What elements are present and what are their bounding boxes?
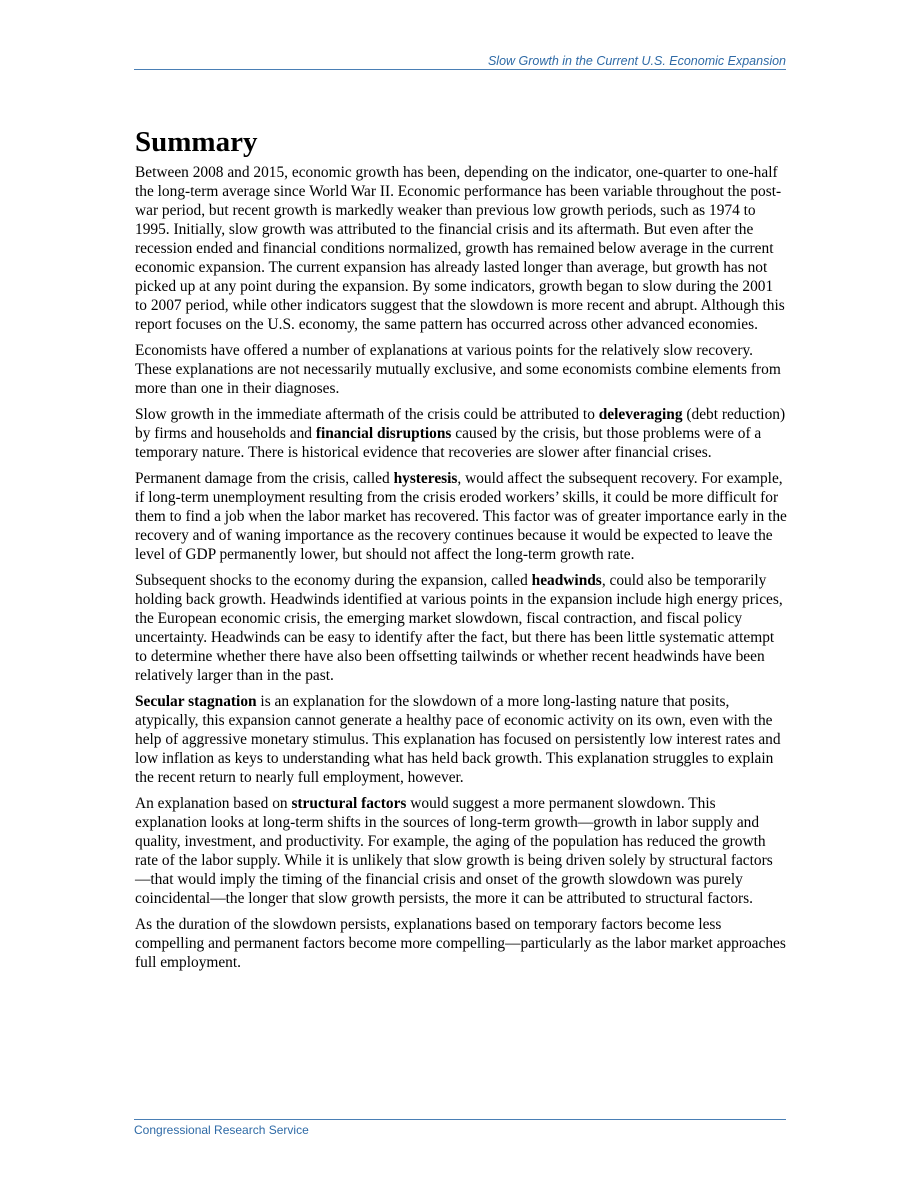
running-header [134,54,786,70]
paragraph-conclusion: As the duration of the slowdown persists, explanations based on temporary factors become less compelling and permanent factors become more compelling—particularly as the labor market approaches full employment. [135,916,786,971]
text-run: is an explanation for the slowdown of a more long-lasting nature that posits, atypically, this expansion cannot generate a healthy pace of economic activity on its own, even with the help of aggressive monetary stimulus. This explanation has focused on persistently low interest rates and low inflation as keys to understanding what has held back growth. This explanation struggles to explain the recent return to nearly full employment, however. [135,693,781,786]
text-run: caused by the crisis, but those problems were of a temporary nature. There is historical evidence that recoveries are slower after financial crises. [135,425,762,461]
term-secular-stagnation: Secular stagnation [135,693,257,710]
text-run: An explanation based on [135,795,292,812]
running-title: Slow Growth in the Current U.S. Economic Expansion [487,54,786,68]
term-hysteresis: hysteresis [393,470,458,487]
text-run: Slow growth in the immediate aftermath of the crisis could be attributed to [135,406,599,423]
term-structural-factors: structural factors [291,795,407,812]
paragraph-structural-factors [135,794,787,908]
text-run: (debt reduction) by firms and households and [135,406,786,442]
text-run: , could also be temporarily holding back growth. Headwinds identified at various points in the expansion include high energy prices, the European economic crisis, the emerging market slowdown, fiscal contraction, and fiscal policy uncertainty. Headwinds can be easy to identify after the fact, but there has been little systematic attempt to determine whether there have also been offsetting tailwinds or whether recent headwinds have been relatively larger than in the past. [135,572,783,684]
paragraph-secular-stagnation [135,692,787,787]
section-title: Summary [135,126,258,158]
paragraph-headwinds [135,571,787,685]
text-run: Subsequent shocks to the economy during the expansion, called [135,572,532,589]
term-financial-disruptions: financial disruptions [315,425,452,442]
footer-organization: Congressional Research Service [134,1123,309,1137]
term-deleveraging: deleveraging [598,406,683,423]
paragraph-hysteresis [135,469,787,564]
page-footer [134,1119,786,1138]
summary-section [135,124,787,979]
paragraph-intro: Between 2008 and 2015, economic growth has been, depending on the indicator, one-quarter to one-half the long-term average since World War II. Economic performance has been variable throughout the post-war period, but recent growth is markedly weaker than previous low growth periods, such as 1974 to 1995. Initially, slow growth was attributed to the financial crisis and its aftermath. But even after the recession ended and financial conditions normalized, growth has remained below average in the current economic expansion. The current expansion has already lasted longer than average, but growth has not picked up at any point during the expansion. By some indicators, growth began to slow during the 2001 to 2007 period, while other indicators suggest that the slowdown is more recent and abrupt. Although this report focuses on the U.S. economy, the same pattern has occurred across other advanced economies. [135,164,785,333]
text-run: , would affect the subsequent recovery. For example, if long-term unemployment resulting from the crisis eroded workers’ skills, it could be more difficult for them to find a job when the labor market has recovered. This factor was of greater importance early in the recovery and of waning importance as the recovery continues because it would be expected to leave the level of GDP permanently lower, but should not affect the long-term growth rate. [135,470,787,563]
term-headwinds: headwinds [531,572,602,589]
paragraph-deleveraging [135,405,787,462]
text-run: Permanent damage from the crisis, called [135,470,394,487]
paragraph-explanations: Economists have offered a number of explanations at various points for the relatively slow recovery. These explanations are not necessarily mutually exclusive, and some economists combine elements from more than one in their diagnoses. [135,342,781,397]
text-run: would suggest a more permanent slowdown. This explanation looks at long-term shifts in the sources of long-term growth—growth in labor supply and quality, investment, and productivity. For example, the aging of the population has reduced the growth rate of the labor supply. While it is unlikely that slow growth is being driven solely by structural factors—that would imply the timing of the financial crisis and onset of the growth slowdown was purely coincidental—the longer that slow growth persists, the more it can be attributed to structural factors. [135,795,773,907]
